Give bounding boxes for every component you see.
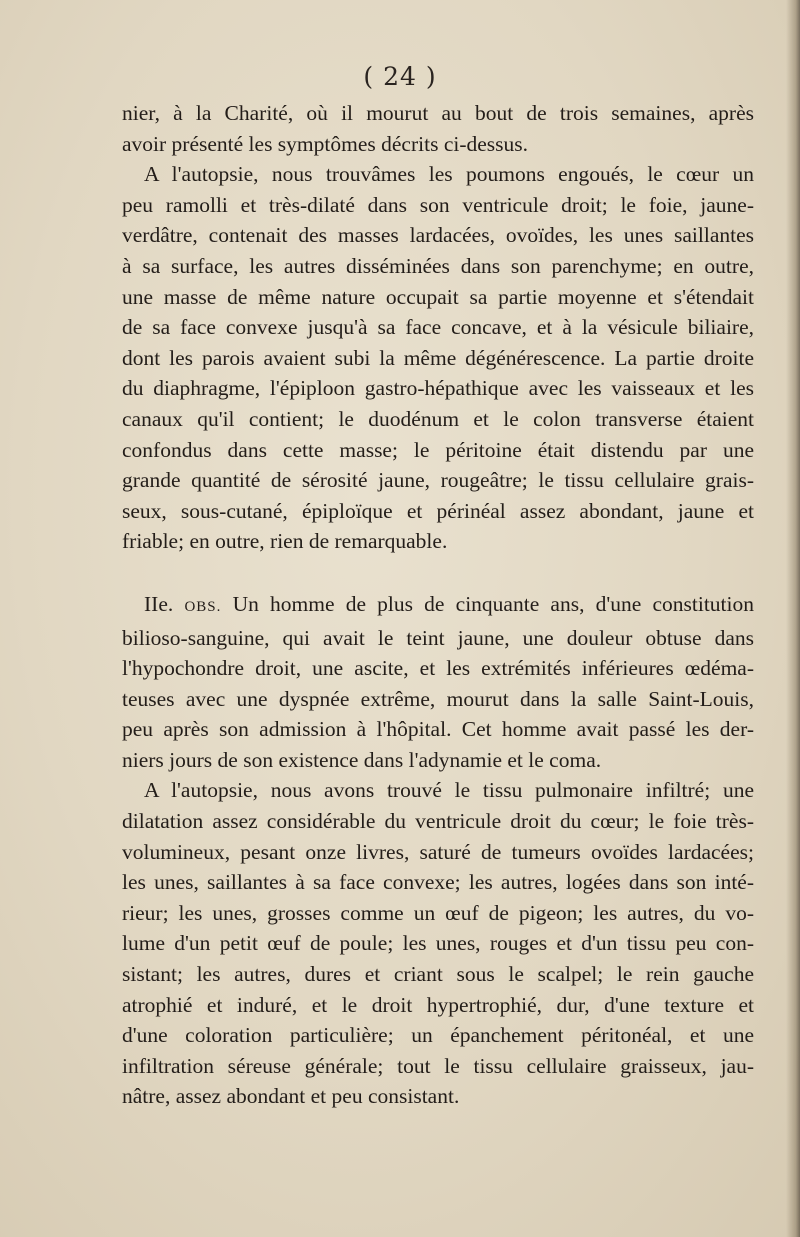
text-line: peu ramolli et très-dilaté dans son ventricule droit; le foie, jaune- bbox=[122, 192, 754, 217]
observation-number: IIe. bbox=[144, 591, 174, 616]
text-line: nier, à la Charité, où il mourut au bout de trois semaines, après bbox=[122, 101, 754, 125]
text-line: sistant; les autres, dures et criant sous le scalpel; le rein gauche bbox=[122, 962, 754, 987]
binding-shadow bbox=[786, 0, 800, 1237]
observation-label: OBS. bbox=[184, 598, 222, 615]
text-line: du diaphragme, l'épiploon gastro-hépathique avec les vaisseaux et les bbox=[122, 376, 754, 401]
text-line: l'hypochondre droit, une ascite, et les extrémités inférieures œdéma- bbox=[122, 656, 754, 681]
text-line: dilatation assez considérable du ventricule droit du cœur; le foie très- bbox=[122, 809, 754, 834]
text-line: nâtre, assez abondant et peu consistant. bbox=[122, 1084, 460, 1109]
paragraph-autopsy-second bbox=[122, 775, 754, 1112]
text-line: d'une coloration particulière; un épanchement péritonéal, et une bbox=[122, 1023, 754, 1048]
observation-paragraph bbox=[122, 589, 754, 776]
paragraph-gap bbox=[122, 557, 754, 589]
text-line: volumineux, pesant onze livres, saturé de tumeurs ovoïdes lardacées; bbox=[122, 839, 754, 864]
text-line: lume d'un petit œuf de poule; les unes, rouges et d'un tissu peu con- bbox=[122, 931, 754, 956]
text-line: atrophié et induré, et le droit hypertrophié, dur, d'une texture et bbox=[122, 992, 754, 1017]
text-line: infiltration séreuse générale; tout le tissu cellulaire graisseux, jau- bbox=[122, 1053, 754, 1078]
text-line: verdâtre, contenait des masses lardacées, ovoïdes, les unes saillantes bbox=[122, 223, 754, 248]
text-line: confondus dans cette masse; le péritoine était distendu par une bbox=[122, 437, 754, 462]
text-line: les unes, saillantes à sa face convexe; les autres, logées dans son inté- bbox=[122, 870, 754, 895]
text-line: canaux qu'il contient; le duodénum et le colon transverse étaient bbox=[122, 406, 754, 431]
text-line: teuses avec une dyspnée extrême, mourut dans la salle Saint-Louis, bbox=[122, 686, 754, 711]
text-line-content: Un homme de plus de cinquante ans, d'une constitution bbox=[232, 591, 755, 616]
text-line: rieur; les unes, grosses comme un œuf de pigeon; les autres, du vo- bbox=[122, 900, 754, 925]
text-line: seux, sous-cutané, épiploïque et périnéal assez abondant, jaune et bbox=[122, 498, 754, 523]
text-line: avoir présenté les symptômes décrits ci-dessus. bbox=[122, 131, 529, 156]
text-line: A l'autopsie, nous trouvâmes les poumons engoués, le cœur un bbox=[144, 162, 754, 187]
text-line: niers jours de son existence dans l'adynamie et le coma. bbox=[122, 747, 602, 772]
text-line: grande quantité de sérosité jaune, rougeâtre; le tissu cellulaire grais- bbox=[122, 468, 754, 493]
paragraph-autopsy-first bbox=[122, 159, 754, 557]
text-line: dont les parois avaient subi la même dégénérescence. La partie droite bbox=[122, 345, 754, 370]
page-number: ( 24 ) bbox=[363, 62, 437, 91]
text-line: de sa face convexe jusqu'à sa face concave, et à la vésicule biliaire, bbox=[122, 315, 754, 340]
text-line bbox=[122, 589, 754, 623]
body-text bbox=[122, 98, 754, 1112]
paragraph-continuation bbox=[122, 98, 754, 159]
text-line: friable; en outre, rien de remarquable. bbox=[122, 529, 448, 554]
text-line: peu après son admission à l'hôpital. Cet homme avait passé les der- bbox=[122, 717, 754, 742]
text-line: bilioso-sanguine, qui avait le teint jaune, une douleur obtuse dans bbox=[122, 625, 754, 650]
text-line: une masse de même nature occupait sa partie moyenne et s'étendait bbox=[122, 284, 754, 309]
text-line: à sa surface, les autres disséminées dans son parenchyme; en outre, bbox=[122, 253, 754, 278]
text-line: A l'autopsie, nous avons trouvé le tissu pulmonaire infiltré; une bbox=[144, 778, 754, 803]
